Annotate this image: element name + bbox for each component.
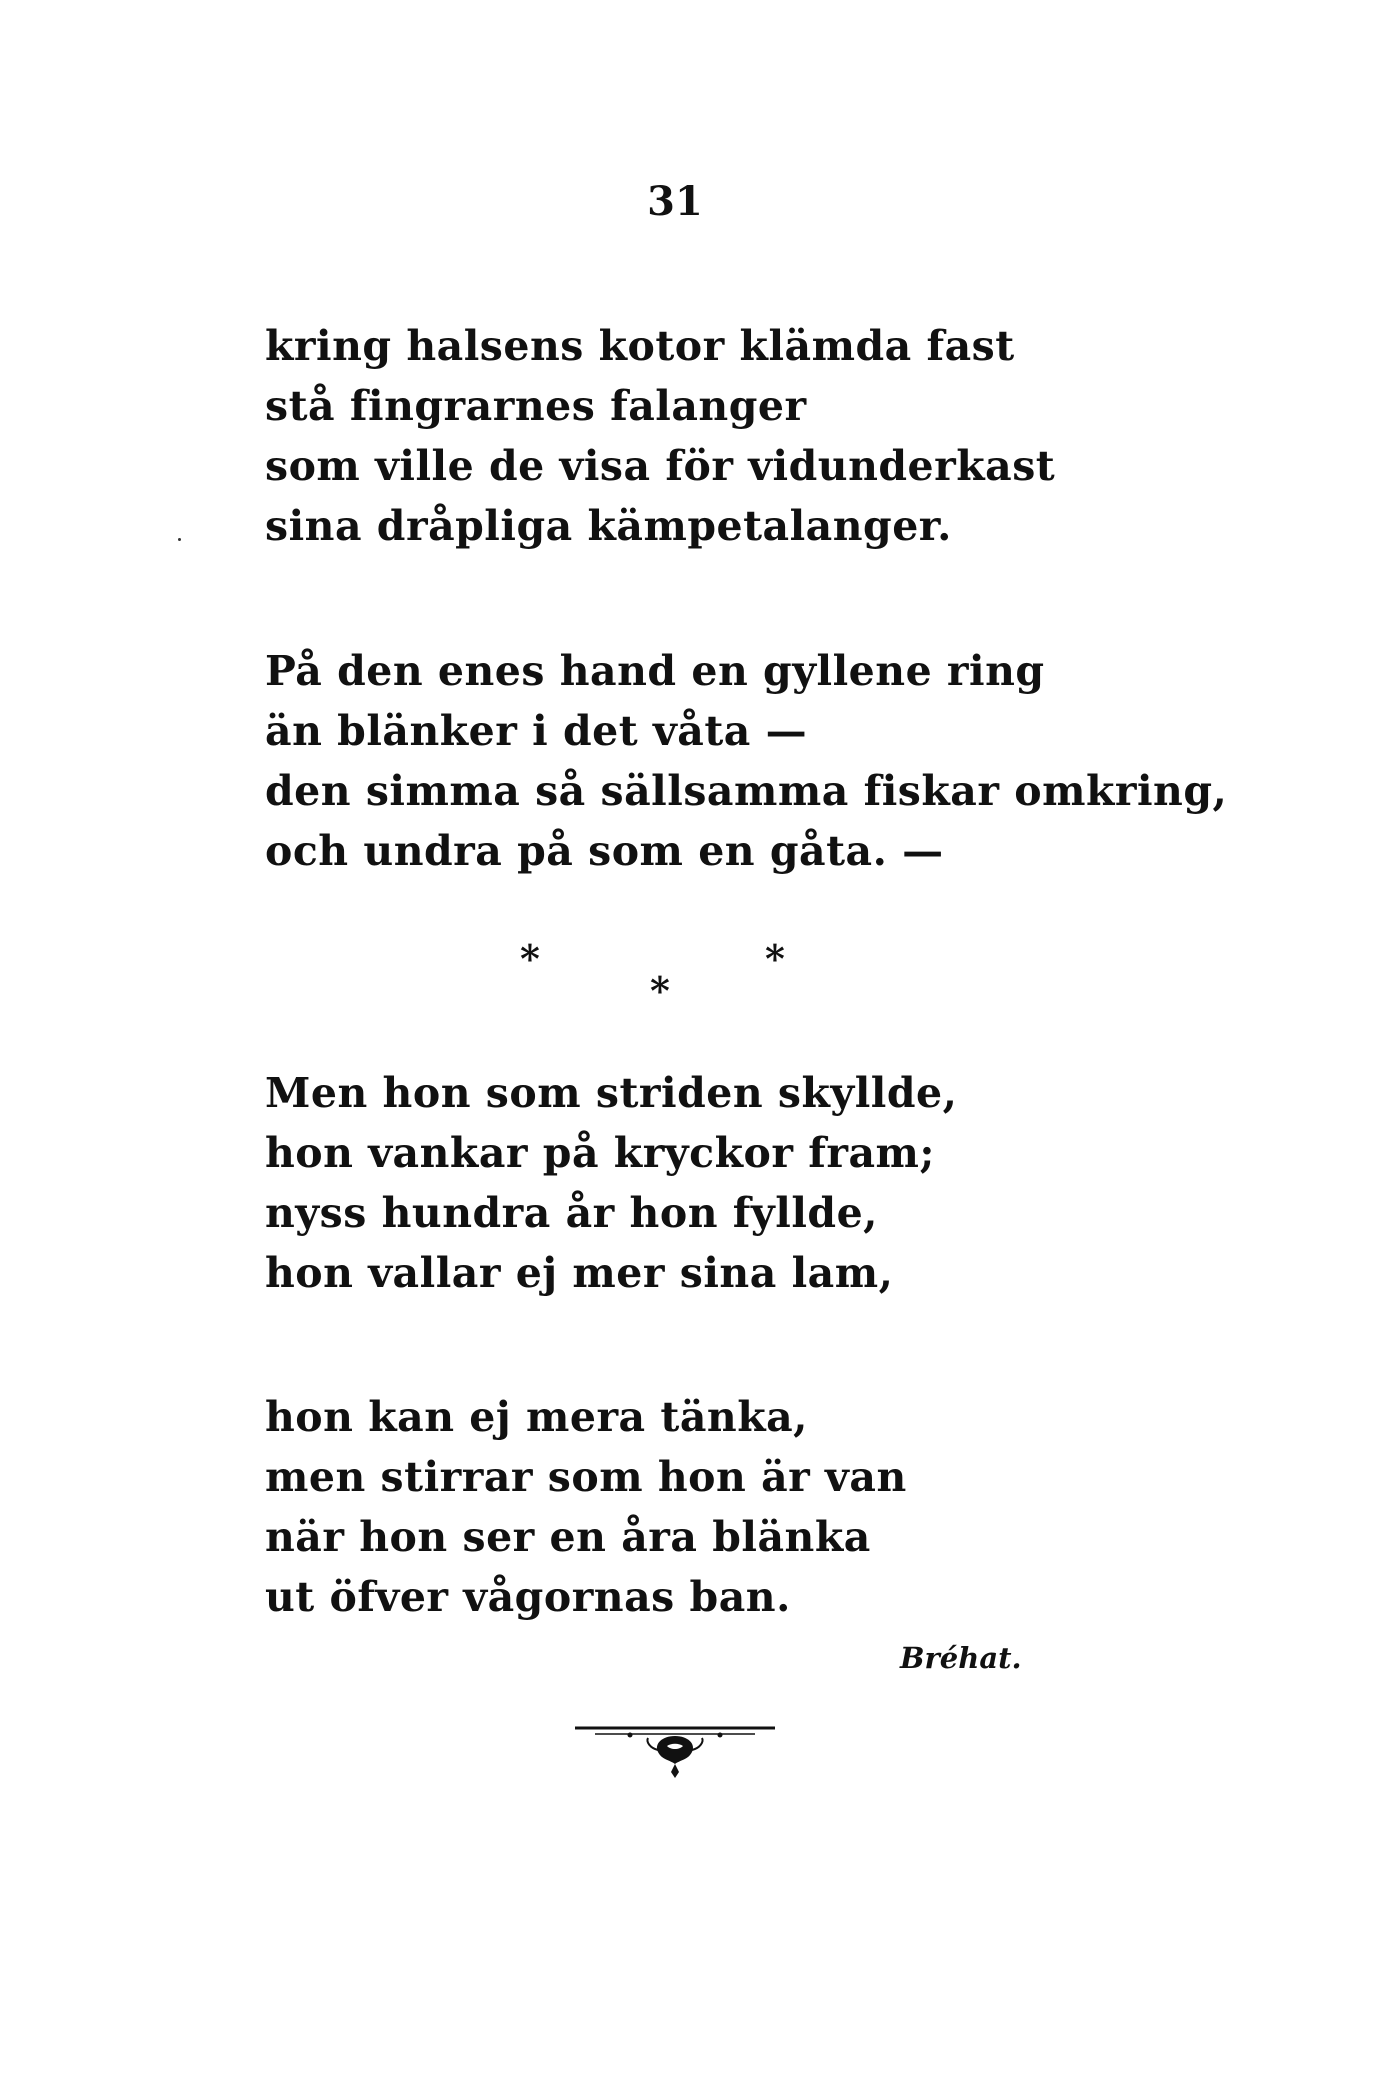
- verse-line: hon vankar på kryckor fram;: [265, 1129, 936, 1177]
- page-number: 31: [647, 178, 703, 225]
- verse-line: sina dråpliga kämpetalanger.: [265, 502, 952, 550]
- verse-line: och undra på som en gåta. —: [265, 827, 944, 875]
- verse-line: På den enes hand en gyllene ring: [265, 647, 1045, 695]
- verse-line: ut öfver vågornas ban.: [265, 1573, 791, 1621]
- stanza-3: [265, 1063, 957, 1303]
- asterism-section-break: [520, 936, 800, 1013]
- verse-line: när hon ser en åra blänka: [265, 1513, 871, 1561]
- stanza-4: [265, 1387, 907, 1627]
- asterism-star: *: [765, 936, 785, 981]
- asterism-star: *: [650, 968, 670, 1013]
- asterism-star: *: [520, 936, 540, 981]
- verse-line: hon kan ej mera tänka,: [265, 1393, 808, 1441]
- verse-line: kring halsens kotor klämda fast: [265, 322, 1015, 370]
- margin-mark: [178, 538, 181, 541]
- verse-line: men stirrar som hon är van: [265, 1453, 907, 1501]
- verse-line: som ville de visa för vidunderkast: [265, 442, 1056, 490]
- verse-line: hon vallar ej mer sina lam,: [265, 1249, 894, 1297]
- verse-line: Men hon som striden skyllde,: [265, 1069, 958, 1117]
- verse-line: stå fingrarnes falanger: [265, 382, 807, 430]
- verse-line: nyss hundra år hon fyllde,: [265, 1189, 878, 1237]
- stanza-1: [265, 316, 1055, 556]
- verse-line: den simma så sällsamma fiskar omkring,: [265, 767, 1228, 815]
- verse-line: än blänker i det våta —: [265, 707, 808, 755]
- place-signature: Bréhat.: [900, 1641, 1022, 1675]
- ornament-tailpiece-icon: [570, 1720, 780, 1790]
- stanza-2: [265, 641, 1227, 881]
